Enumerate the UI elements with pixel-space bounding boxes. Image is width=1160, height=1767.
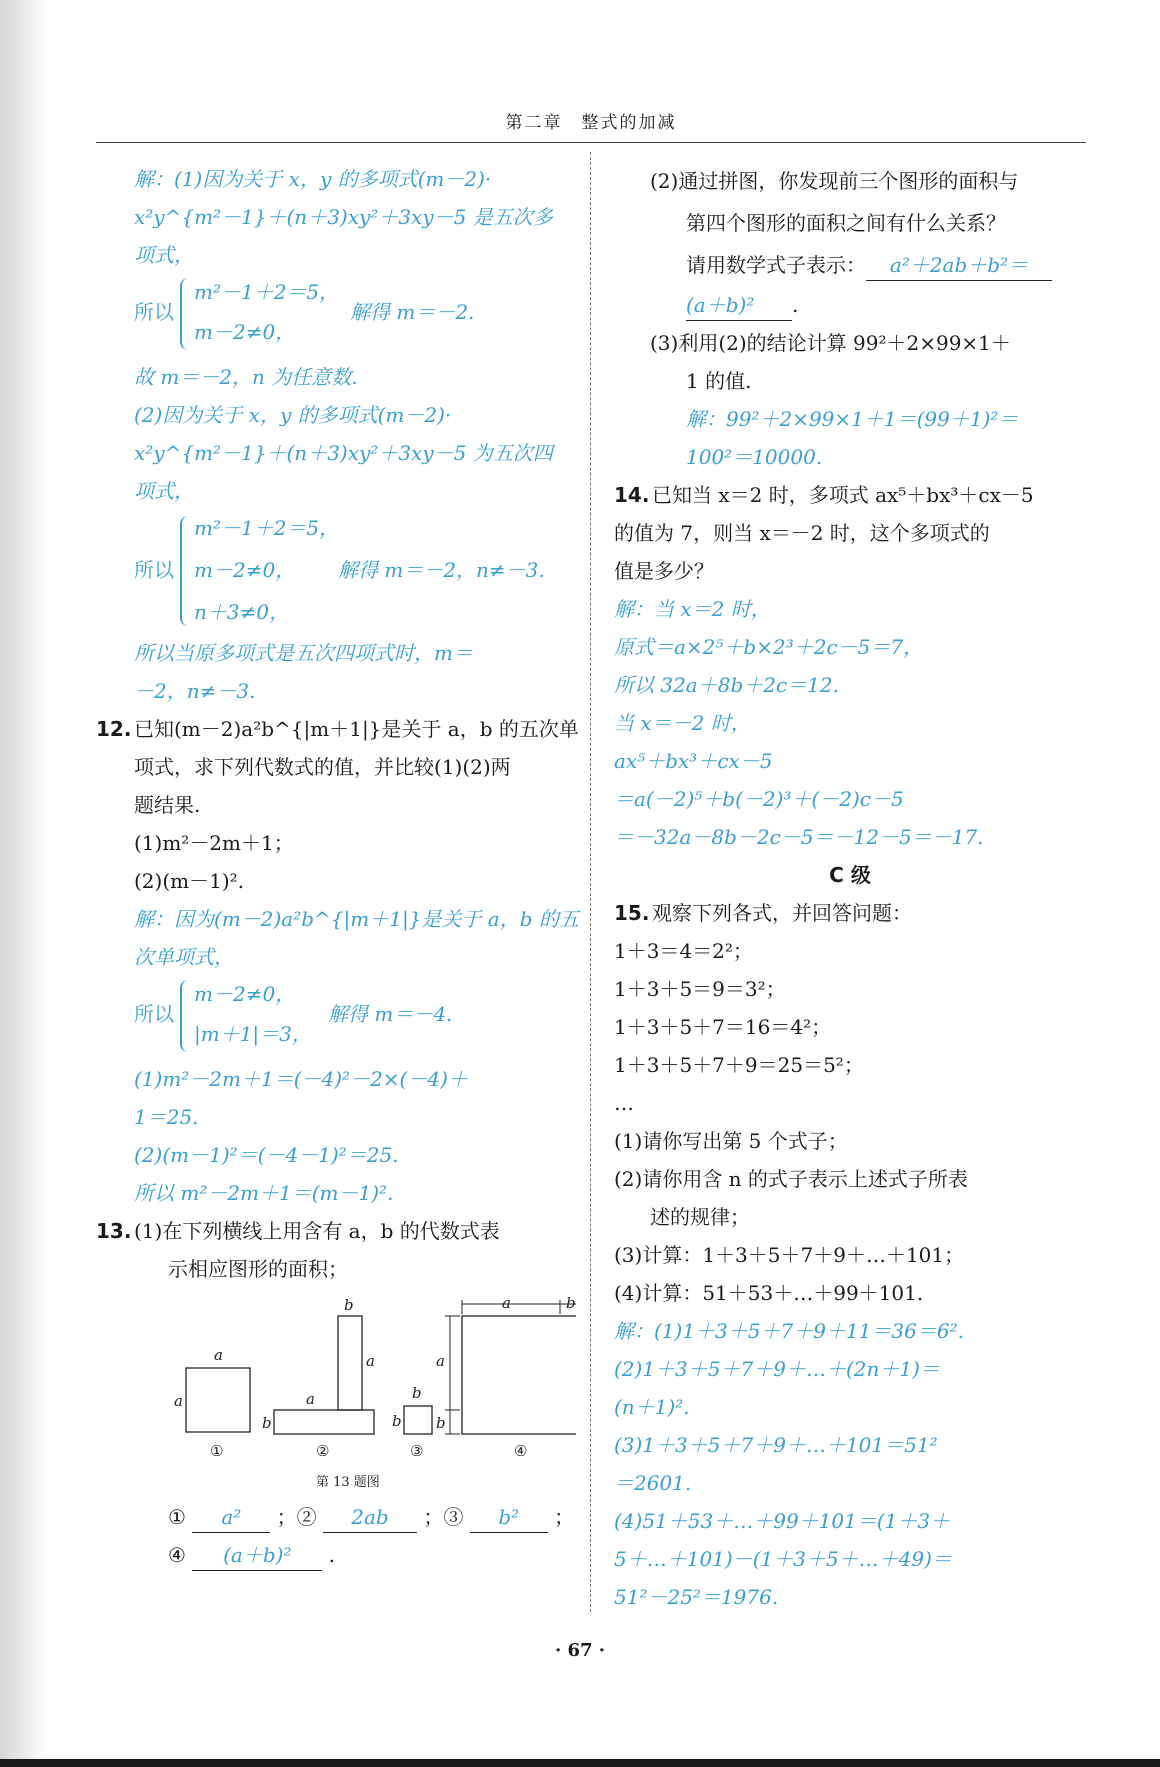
answer-blank: (a＋b)²: [686, 290, 792, 321]
figure-number: ③: [410, 1442, 424, 1460]
rect-ab-vertical: [338, 1316, 362, 1410]
q13-blanks-row: [96, 1498, 575, 1536]
q11-answer-line: 所以当原多项式是五次四项式时，m＝: [134, 641, 473, 665]
section-title: C 级: [829, 863, 871, 887]
system-row: n＋3≠0，: [194, 600, 290, 624]
q13-stem-line: 示相应图形的面积；: [168, 1257, 348, 1281]
area-diagram: [166, 1296, 576, 1496]
q15-answer-line: (2)1＋3＋5＋7＋9＋…＋(2n＋1)＝: [614, 1357, 940, 1381]
q13-part2: (2)通过拼图，你发现前三个图形的面积与: [650, 169, 1019, 193]
square-a-plus-b: [462, 1316, 576, 1434]
q14-stem-line: 值是多少？: [614, 559, 714, 583]
q15-example: 1＋3＋5＋7＝16＝4²；: [614, 1015, 832, 1039]
system-solution: 解得 m＝－2.: [350, 300, 475, 324]
q13-part2-line: [614, 286, 1086, 324]
q13-text: (1)在下列横线上用含有 a，b 的代数式表: [134, 1219, 500, 1243]
blank-end: .: [792, 293, 799, 317]
q14-answer-line: 当 x＝－2 时，: [614, 711, 751, 735]
q14-answer-line: ＝－32a－8b－2c－5＝－12－5＝－17.: [614, 825, 984, 849]
q15-subquestion: (2)请你用含 n 的式子表示上述式子所表: [614, 1167, 968, 1191]
brace: [180, 278, 190, 350]
rect-ab-horizontal: [274, 1410, 374, 1434]
q15-subquestion: (4)计算：51＋53＋…＋99＋101.: [614, 1281, 924, 1305]
label-a: a: [436, 1352, 445, 1370]
q12-answer-line: (2)(m－1)²＝(－4－1)²＝25.: [134, 1143, 399, 1167]
q15-answer-line: 5＋…＋101)－(1＋3＋5＋…＋49)＝: [614, 1547, 952, 1571]
system-label: 所以: [134, 558, 174, 582]
q15-answer-line: 51²－25²＝1976.: [614, 1585, 779, 1609]
q14-answer-line: 原式＝a×2⁵＋b×2³＋2c－5＝7，: [614, 635, 924, 659]
square-b: [404, 1406, 432, 1434]
q12-answer-line: (1)m²－2m＋1＝(－4)²－2×(－4)＋: [134, 1067, 468, 1091]
q12-answer-line: 解：因为(m－2)a²b^{|m＋1|}是关于 a，b 的五: [134, 907, 579, 931]
q11-answer-line: x²y^{m²－1}＋(n＋3)xy²＋3xy－5 是五次多: [134, 205, 553, 229]
q11-answer-line: 项式，: [134, 243, 194, 267]
column-divider: [590, 152, 591, 1612]
right-column: [614, 160, 1086, 1616]
q15-example: 1＋3＝4＝2²；: [614, 939, 753, 963]
system-row: m²－1＋2＝5，: [194, 516, 340, 540]
q15-subquestion: (3)计算：1＋3＋5＋7＋9＋…＋101；: [614, 1243, 965, 1267]
q12-subquestion: (1)m²－2m＋1；: [134, 831, 294, 855]
q11-answer-line: (2)因为关于 x，y 的多项式(m－2)·: [134, 403, 452, 427]
blank-label: ；②: [276, 1505, 317, 1529]
q13-part3-line: 1 的值.: [686, 369, 752, 393]
q15-text: 观察下列各式，并回答问题：: [652, 901, 912, 925]
system-label: 所以: [134, 1002, 174, 1026]
system-row: m²－1＋2＝5，: [194, 280, 340, 304]
q11-answer-line: x²y^{m²－1}＋(n＋3)xy²＋3xy－5 为五次四: [134, 441, 553, 465]
q15-ellipsis: …: [614, 1091, 634, 1115]
q13-blanks-row: [96, 1536, 566, 1574]
answer-blank: b²: [470, 1502, 548, 1533]
figure-number: ④: [514, 1442, 528, 1460]
q15-answer-line: (3)1＋3＋5＋7＋9＋…＋101＝51²: [614, 1433, 938, 1457]
q15-example: 1＋3＋5＋7＋9＝25＝5²；: [614, 1053, 864, 1077]
prompt-text: 请用数学式子表示：: [686, 253, 866, 277]
figure-number: ①: [210, 1442, 224, 1460]
label-a: a: [502, 1296, 511, 1312]
label-a: a: [214, 1346, 223, 1364]
q12-text: 已知(m－2)a²b^{|m＋1|}是关于 a，b 的五次单: [134, 717, 579, 741]
answer-blank: a²: [192, 1502, 270, 1533]
q13-figure: [156, 1288, 576, 1498]
q14-stem: [614, 476, 1086, 514]
page-number: · 67 ·: [554, 1640, 606, 1661]
q11-answer-line: －2，n≠－3.: [134, 679, 256, 703]
chapter-header: 第二章 整式的加减: [505, 113, 677, 133]
system-solution: 解得 m＝－4.: [328, 1002, 453, 1026]
blank-label: ④: [168, 1543, 186, 1567]
q11-answer-line: 故 m＝－2，n 为任意数.: [134, 365, 358, 389]
label-b: b: [262, 1414, 272, 1432]
q12-stem-line: 题结果.: [134, 793, 201, 817]
label-b: b: [436, 1414, 446, 1432]
bottom-edge: [0, 1759, 1160, 1767]
q11-answer-line: 解：(1)因为关于 x，y 的多项式(m－2)·: [134, 167, 492, 191]
q11-equation-system-1: [96, 274, 566, 358]
q14-stem-line: 的值为 7，则当 x＝－2 时，这个多项式的: [614, 521, 990, 545]
system-row: m－2≠0，: [194, 982, 296, 1006]
q12-answer-line: 所以 m²－2m＋1＝(m－1)².: [134, 1181, 394, 1205]
question-number: 15.: [614, 901, 650, 925]
q12-stem: [96, 710, 579, 748]
q14-text: 已知当 x＝2 时，多项式 ax⁵＋bx³＋cx－5: [652, 483, 1034, 507]
q13-part3: (3)利用(2)的结论计算 99²＋2×99×1＋: [650, 331, 1011, 355]
q15-subquestion: (1)请你写出第 5 个式子；: [614, 1129, 848, 1153]
label-a: a: [366, 1352, 375, 1370]
q12-stem-line: 项式，求下列代数式的值，并比较(1)(2)两: [134, 755, 511, 779]
page-shadow: [0, 0, 48, 1767]
question-number: 14.: [614, 483, 650, 507]
brace: [180, 516, 190, 626]
square-a: [186, 1368, 250, 1432]
system-label: 所以: [134, 300, 174, 324]
q12-answer-line: 1＝25.: [134, 1105, 199, 1129]
blank-label: ；③: [423, 1505, 464, 1529]
question-number: 13.: [96, 1219, 132, 1243]
q15-answer-line: 解：(1)1＋3＋5＋7＋9＋11＝36＝6².: [614, 1319, 964, 1343]
system-row: |m＋1|＝3，: [194, 1022, 312, 1046]
q14-answer-line: 所以 32a＋8b＋2c＝12.: [614, 673, 839, 697]
question-number: 12.: [96, 717, 132, 741]
q15-subquestion-line: 述的规律；: [650, 1205, 750, 1229]
q12-subquestion: (2)(m－1)².: [134, 869, 244, 893]
label-b: b: [412, 1384, 422, 1402]
q14-answer-line: ＝a(－2)⁵＋b(－2)³＋(－2)c－5: [614, 787, 904, 811]
answer-blank: a²＋2ab＋b²＝: [866, 250, 1052, 281]
label-b: b: [344, 1296, 354, 1314]
q14-answer-line: ax⁵＋bx³＋cx－5: [614, 749, 773, 773]
blank-end: .: [328, 1543, 336, 1567]
system-row: m－2≠0，: [194, 558, 296, 582]
q15-stem: [614, 894, 1086, 932]
q13-part3-answer: 100²＝10000.: [686, 445, 823, 469]
label-a: a: [306, 1390, 315, 1408]
header-rule: [96, 142, 1086, 143]
left-column: [96, 160, 579, 1574]
label-b: b: [392, 1412, 402, 1430]
figure-caption: 第 13 题图: [316, 1475, 380, 1490]
system-row: m－2≠0，: [194, 320, 296, 344]
label-a: a: [174, 1392, 183, 1410]
q11-equation-system-2: [96, 510, 566, 634]
brace: [180, 980, 190, 1052]
q12-answer-line: 次单项式，: [134, 945, 234, 969]
blank-label: ①: [168, 1505, 186, 1529]
blank-end: ；: [554, 1505, 575, 1529]
q15-answer-line: ＝2601.: [614, 1471, 692, 1495]
q13-part2-line: 第四个图形的面积之间有什么关系？: [686, 211, 1006, 235]
q13-part2-line: [614, 244, 1086, 286]
q13-part3-answer: 解：99²＋2×99×1＋1＝(99＋1)²＝: [686, 407, 1019, 431]
q15-example: 1＋3＋5＝9＝3²；: [614, 977, 786, 1001]
q14-answer-line: 解：当 x＝2 时，: [614, 597, 771, 621]
answer-blank: 2ab: [323, 1502, 417, 1533]
answer-blank: (a＋b)²: [192, 1540, 322, 1571]
q13-stem: [96, 1212, 566, 1250]
q11-answer-line: 项式，: [134, 479, 194, 503]
q15-answer-line: (4)51＋53＋…＋99＋101＝(1＋3＋: [614, 1509, 951, 1533]
figure-number: ②: [316, 1442, 330, 1460]
label-b: b: [566, 1296, 576, 1312]
q15-answer-line: (n＋1)².: [614, 1395, 690, 1419]
system-solution: 解得 m＝－2，n≠－3.: [338, 558, 545, 582]
q12-equation-system: [96, 976, 566, 1060]
